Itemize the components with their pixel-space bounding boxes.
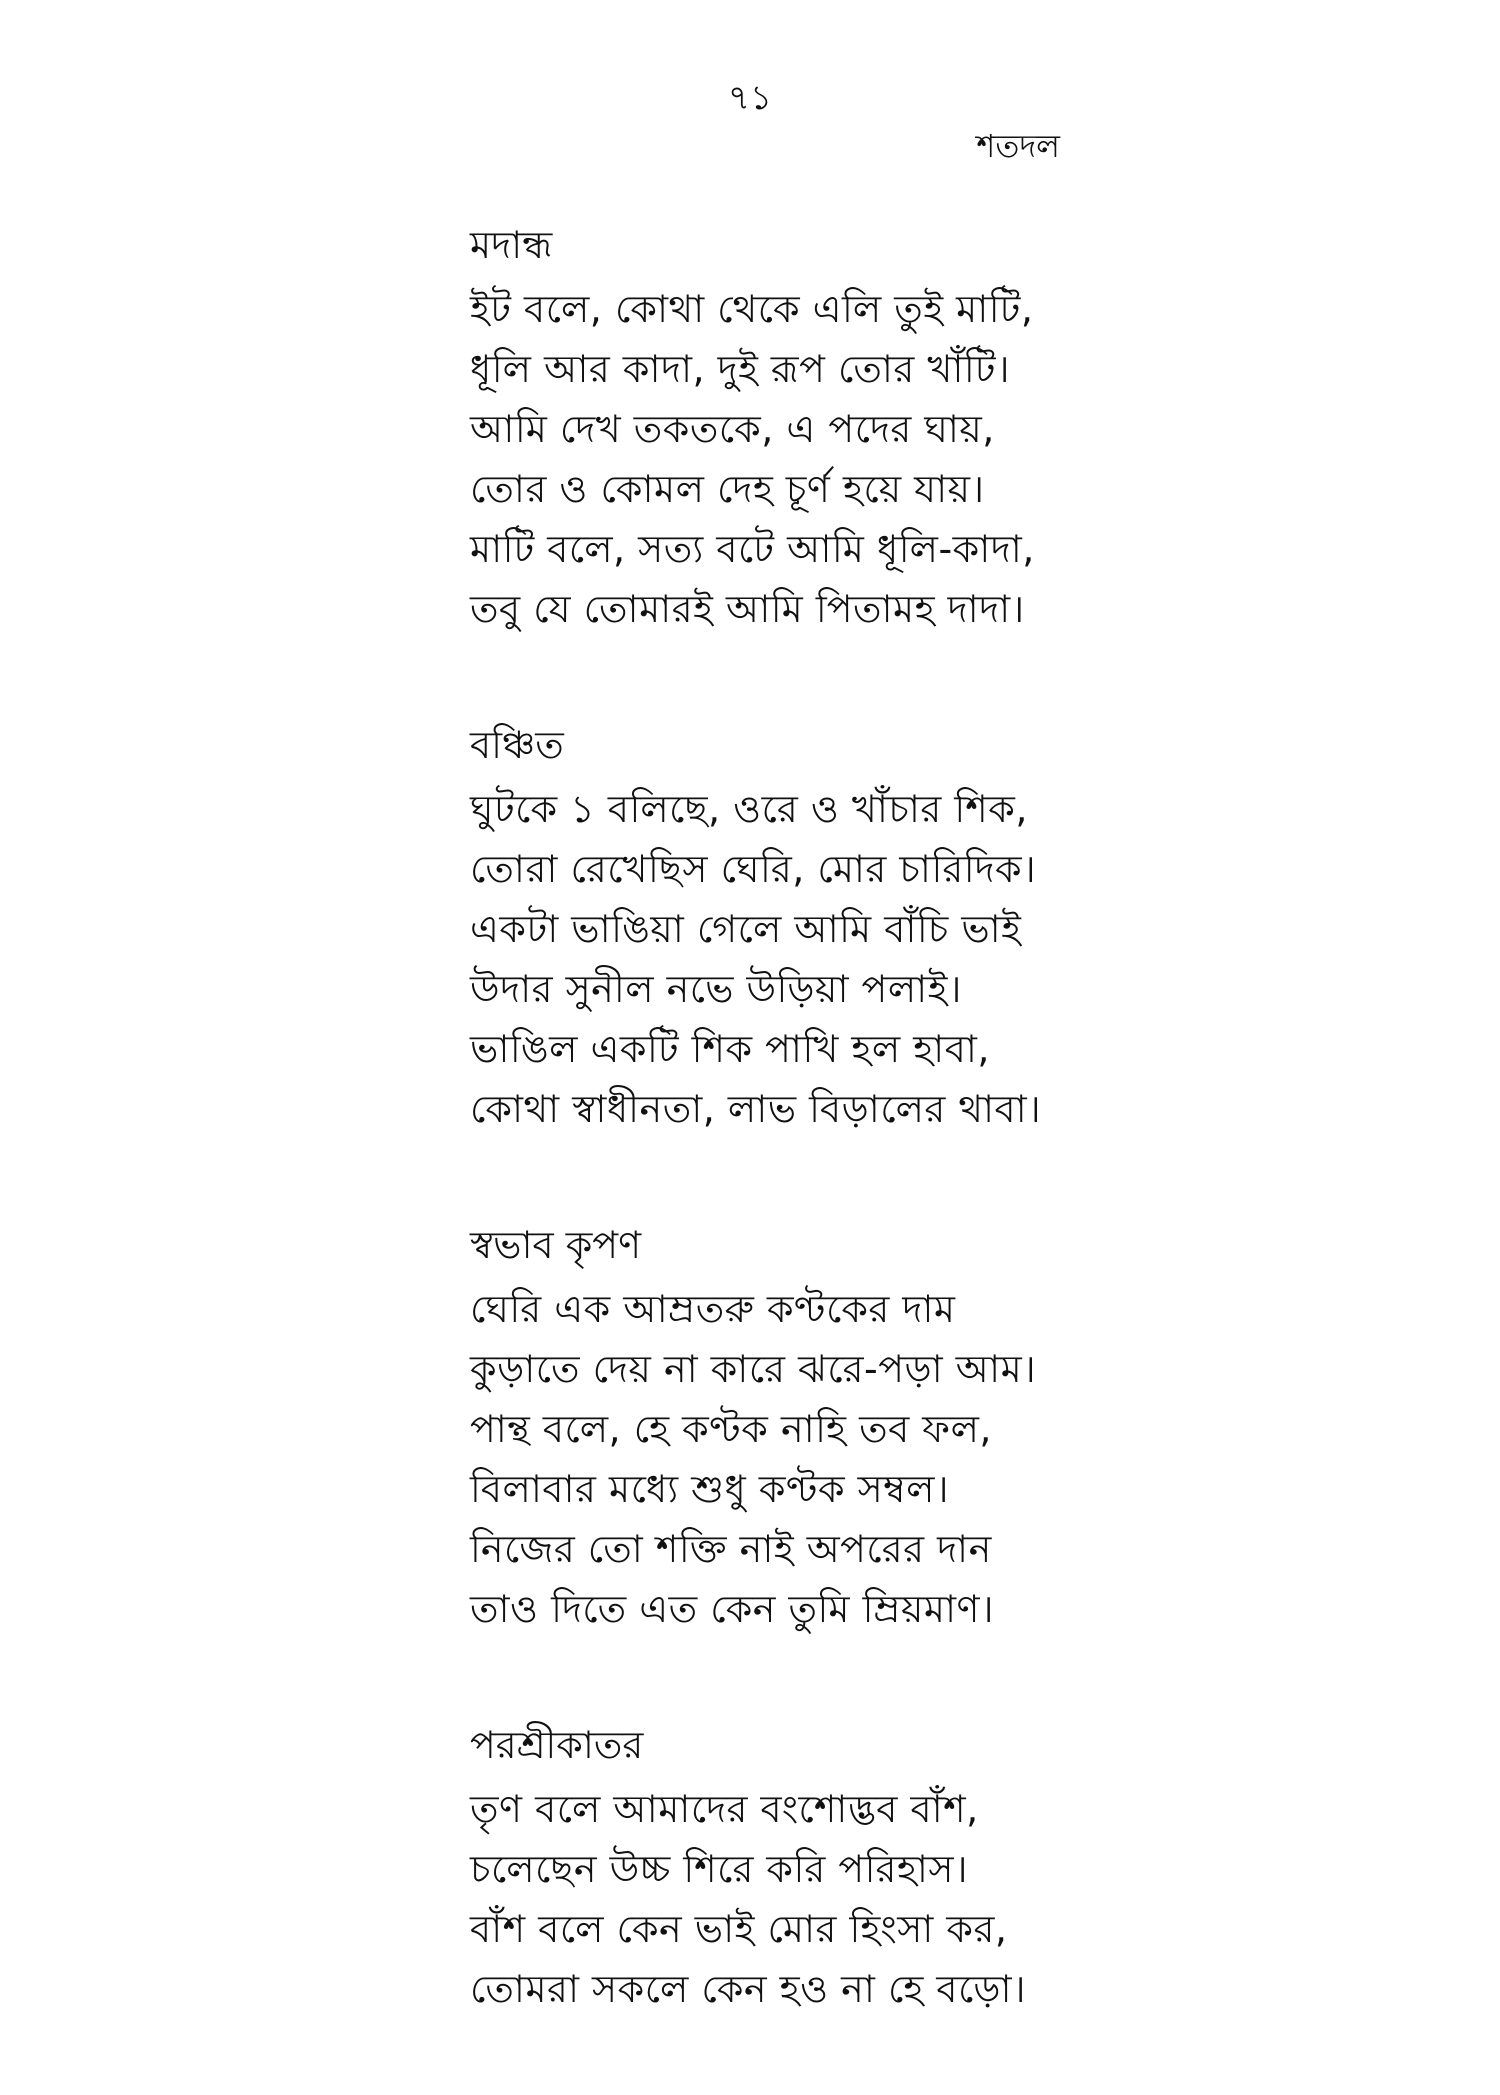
poem-line: ঘেরি এক আম্রতরু কণ্টকের দাম [470, 1287, 956, 1331]
poem-madandha [470, 215, 1090, 639]
poem-line: কুড়াতে দেয় না কারে ঝরে-পড়া আম। [470, 1347, 1037, 1391]
poem-line: তোমরা সকলে কেন হও না হে বড়ো। [470, 1967, 1027, 2011]
poem-line: তোরা রেখেছিস ঘেরি, মোর চারিদিক। [470, 847, 1037, 891]
poem-line: উদার সুনীল নভে উড়িয়া পলাই। [470, 967, 963, 1011]
poem-line: চলেছেন উচ্চ শিরে করি পরিহাস। [470, 1847, 969, 1891]
poem-line: বিলাবার মধ্যে শুধু কণ্টক সম্বল। [470, 1467, 950, 1511]
page-number: ৭১ [727, 78, 773, 118]
poem-line: ভাঙিল একটি শিক পাখি হল হাবা, [470, 1027, 990, 1071]
poem-banchita [470, 715, 1090, 1139]
poem-line: তবু যে তোমারই আমি পিতামহ দাদা। [470, 587, 1025, 631]
poem-line: ঘুটকে ১ বলিছে, ওরে ও খাঁচার শিক, [470, 787, 1028, 831]
poem-line: বাঁশ বলে কেন ভাই মোর হিংসা কর, [470, 1907, 1008, 1951]
poem-list [470, 215, 1090, 2095]
running-head: শতদল [976, 127, 1060, 165]
poem-line: কোথা স্বাধীনতা, লাভ বিড়ালের থাবা। [470, 1087, 1042, 1131]
poem-line: একটা ভাঙিয়া গেলে আমি বাঁচি ভাই [470, 907, 1022, 951]
poem-line: ইট বলে, কোথা থেকে এলি তুই মাটি, [470, 287, 1034, 331]
poem-title: পরশ্রীকাতর [470, 1723, 644, 1767]
poem-line: ধূলি আর কাদা, দুই রূপ তোর খাঁটি। [470, 347, 1011, 391]
poem-line: তৃণ বলে আমাদের বংশোদ্ভব বাঁশ, [470, 1787, 979, 1831]
poem-line: আমি দেখ তকতকে, এ পদের ঘায়, [470, 407, 995, 451]
poem-line: মাটি বলে, সত্য বটে আমি ধূলি-কাদা, [470, 527, 1035, 571]
poem-swabhab-kripan [470, 1215, 1090, 1639]
poem-line: নিজের তো শক্তি নাই অপরের দান [470, 1527, 992, 1571]
poem-title: মদান্ধ [470, 223, 553, 267]
poem-title: স্বভাব কৃপণ [470, 1223, 642, 1267]
poem-parashrikatar [470, 1715, 1090, 2019]
poem-title: বঞ্চিত [470, 723, 564, 767]
poem-line: তাও দিতে এত কেন তুমি ম্রিয়মাণ। [470, 1587, 995, 1631]
poem-line: তোর ও কোমল দেহ চূর্ণ হয়ে যায়। [470, 467, 985, 511]
poem-line: পান্থ বলে, হে কণ্টক নাহি তব ফল, [470, 1407, 992, 1451]
